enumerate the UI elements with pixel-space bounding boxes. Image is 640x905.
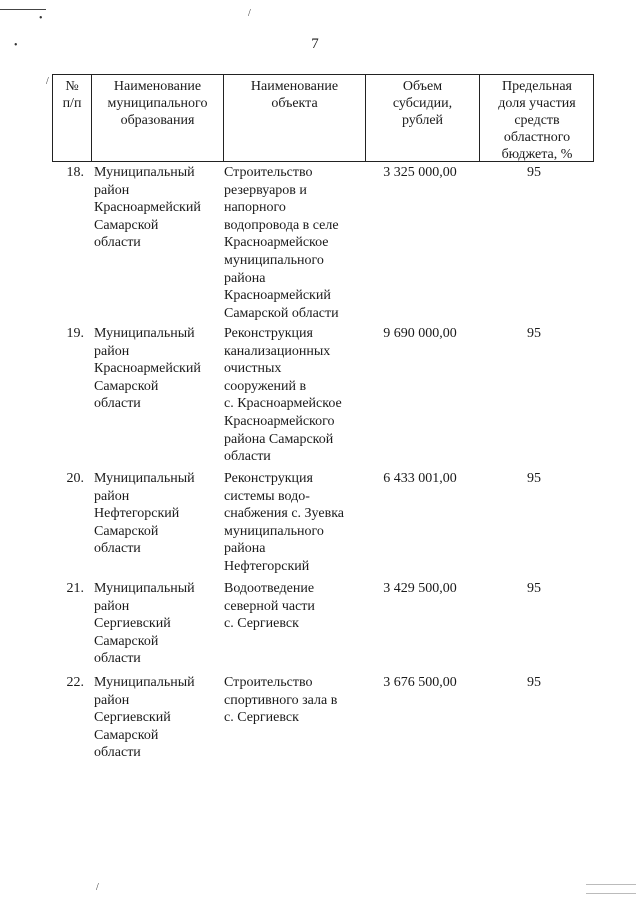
header-text: субсидии,	[392, 96, 453, 111]
header-col-subsidy	[365, 75, 479, 161]
row-number: 21.	[66, 581, 84, 596]
cell-line: спортивного зала в	[224, 692, 338, 708]
row-share: 95	[527, 471, 541, 486]
cell-line: Сергиевский	[94, 616, 171, 632]
cell-line: области	[94, 235, 141, 251]
scan-artifact-line	[0, 9, 46, 10]
row-object	[224, 325, 364, 466]
cell-line: Водоотведение	[224, 581, 315, 596]
cell-line: с. Сергиевск	[224, 616, 299, 632]
cell-line: района	[224, 270, 266, 286]
row-object	[224, 580, 364, 633]
cell-line: Красноармейский	[94, 361, 201, 377]
cell-line: Самарской	[94, 727, 159, 743]
cell-line: Красноармейский	[224, 288, 331, 304]
cell-line: области	[94, 745, 141, 761]
header-col-num	[53, 75, 91, 161]
cell-line: Реконструкция	[224, 471, 313, 486]
scan-artifact-tick: /	[46, 76, 49, 87]
header-text: доля участия	[498, 96, 576, 111]
cell-line: Самарской	[94, 217, 159, 233]
cell-line: Реконструкция	[224, 326, 313, 341]
scan-artifact-line	[586, 893, 636, 894]
cell-line: с. Красноармейское	[224, 396, 342, 412]
header-col-object	[223, 75, 365, 161]
cell-line: области	[94, 651, 141, 667]
row-number: 18.	[66, 165, 84, 180]
row-share: 95	[527, 326, 541, 341]
header-text: №	[65, 79, 79, 94]
header-text: Предельная	[502, 79, 572, 94]
header-text: областного	[503, 130, 571, 145]
row-municipality	[94, 470, 224, 558]
cell-line: район	[94, 488, 130, 504]
cell-line: резервуаров и	[224, 182, 307, 198]
cell-line: северной части	[224, 598, 315, 614]
cell-line: Сергиевский	[94, 710, 171, 726]
row-subsidy: 3 676 500,00	[383, 675, 457, 690]
cell-line: с. Сергиевск	[224, 710, 299, 726]
cell-line: области	[94, 541, 141, 557]
cell-line: района Самарской	[224, 431, 334, 447]
cell-line: Муниципальный	[94, 675, 195, 690]
row-municipality	[94, 580, 224, 668]
cell-line: Самарской	[94, 378, 159, 394]
row-object	[224, 164, 364, 322]
header-text: объекта	[271, 96, 318, 111]
row-subsidy: 6 433 001,00	[383, 471, 457, 486]
scan-artifact-line	[586, 884, 636, 885]
header-text: рублей	[401, 113, 444, 128]
header-text: Наименование	[250, 79, 339, 94]
header-text: Объем	[402, 79, 443, 94]
scan-artifact-tick: /	[248, 8, 251, 19]
cell-line: муниципального	[224, 252, 324, 268]
row-number: 22.	[66, 675, 84, 690]
row-municipality	[94, 164, 224, 252]
cell-line: Нефтегорский	[94, 506, 180, 522]
cell-line: Строительство	[224, 165, 313, 180]
header-text: п/п	[62, 96, 82, 111]
cell-line: Строительство	[224, 675, 313, 690]
row-subsidy: 3 325 000,00	[383, 165, 457, 180]
scan-artifact-dot: •	[14, 40, 18, 51]
row-municipality	[94, 674, 224, 762]
table-header	[52, 74, 594, 162]
cell-line: Самарской	[94, 523, 159, 539]
header-text: образования	[120, 113, 195, 128]
cell-line: Самарской области	[224, 305, 339, 321]
cell-line: Муниципальный	[94, 165, 195, 180]
header-text: средств	[514, 113, 560, 128]
scan-artifact-tick: /	[96, 882, 99, 893]
scan-artifact-dot: •	[39, 13, 43, 24]
row-number: 19.	[66, 326, 84, 341]
cell-line: муниципального	[224, 523, 324, 539]
cell-line: район	[94, 182, 130, 198]
row-subsidy: 9 690 000,00	[383, 326, 457, 341]
cell-line: Муниципальный	[94, 581, 195, 596]
cell-line: системы водо-	[224, 488, 310, 504]
cell-line: Самарской	[94, 633, 159, 649]
cell-line: Нефтегорский	[224, 558, 310, 574]
cell-line: район	[94, 692, 130, 708]
cell-line: район	[94, 598, 130, 614]
cell-line: Красноармейское	[224, 235, 329, 251]
cell-line: очистных	[224, 361, 282, 377]
header-col-municipality	[91, 75, 223, 161]
cell-line: района	[224, 541, 266, 557]
cell-line: Красноармейского	[224, 413, 335, 429]
row-object	[224, 470, 364, 576]
header-text: муниципального	[107, 96, 208, 111]
page-number: 7	[311, 36, 319, 52]
header-text: Наименование	[113, 79, 202, 94]
header-text: бюджета, %	[501, 147, 573, 162]
cell-line: Муниципальный	[94, 326, 195, 341]
cell-line: водопровода в селе	[224, 217, 339, 233]
cell-line: области	[224, 449, 271, 465]
cell-line: области	[94, 396, 141, 412]
cell-line: снабжения с. Зуевка	[224, 506, 344, 522]
cell-line: канализационных	[224, 343, 331, 359]
cell-line: Муниципальный	[94, 471, 195, 486]
cell-line: сооружений в	[224, 378, 307, 394]
row-subsidy: 3 429 500,00	[383, 581, 457, 596]
row-number: 20.	[66, 471, 84, 486]
row-municipality	[94, 325, 224, 413]
row-share: 95	[527, 581, 541, 596]
cell-line: район	[94, 343, 130, 359]
cell-line: Красноармейский	[94, 200, 201, 216]
row-share: 95	[527, 165, 541, 180]
cell-line: напорного	[224, 200, 286, 216]
row-share: 95	[527, 675, 541, 690]
header-col-share	[479, 75, 594, 161]
row-object	[224, 674, 364, 727]
